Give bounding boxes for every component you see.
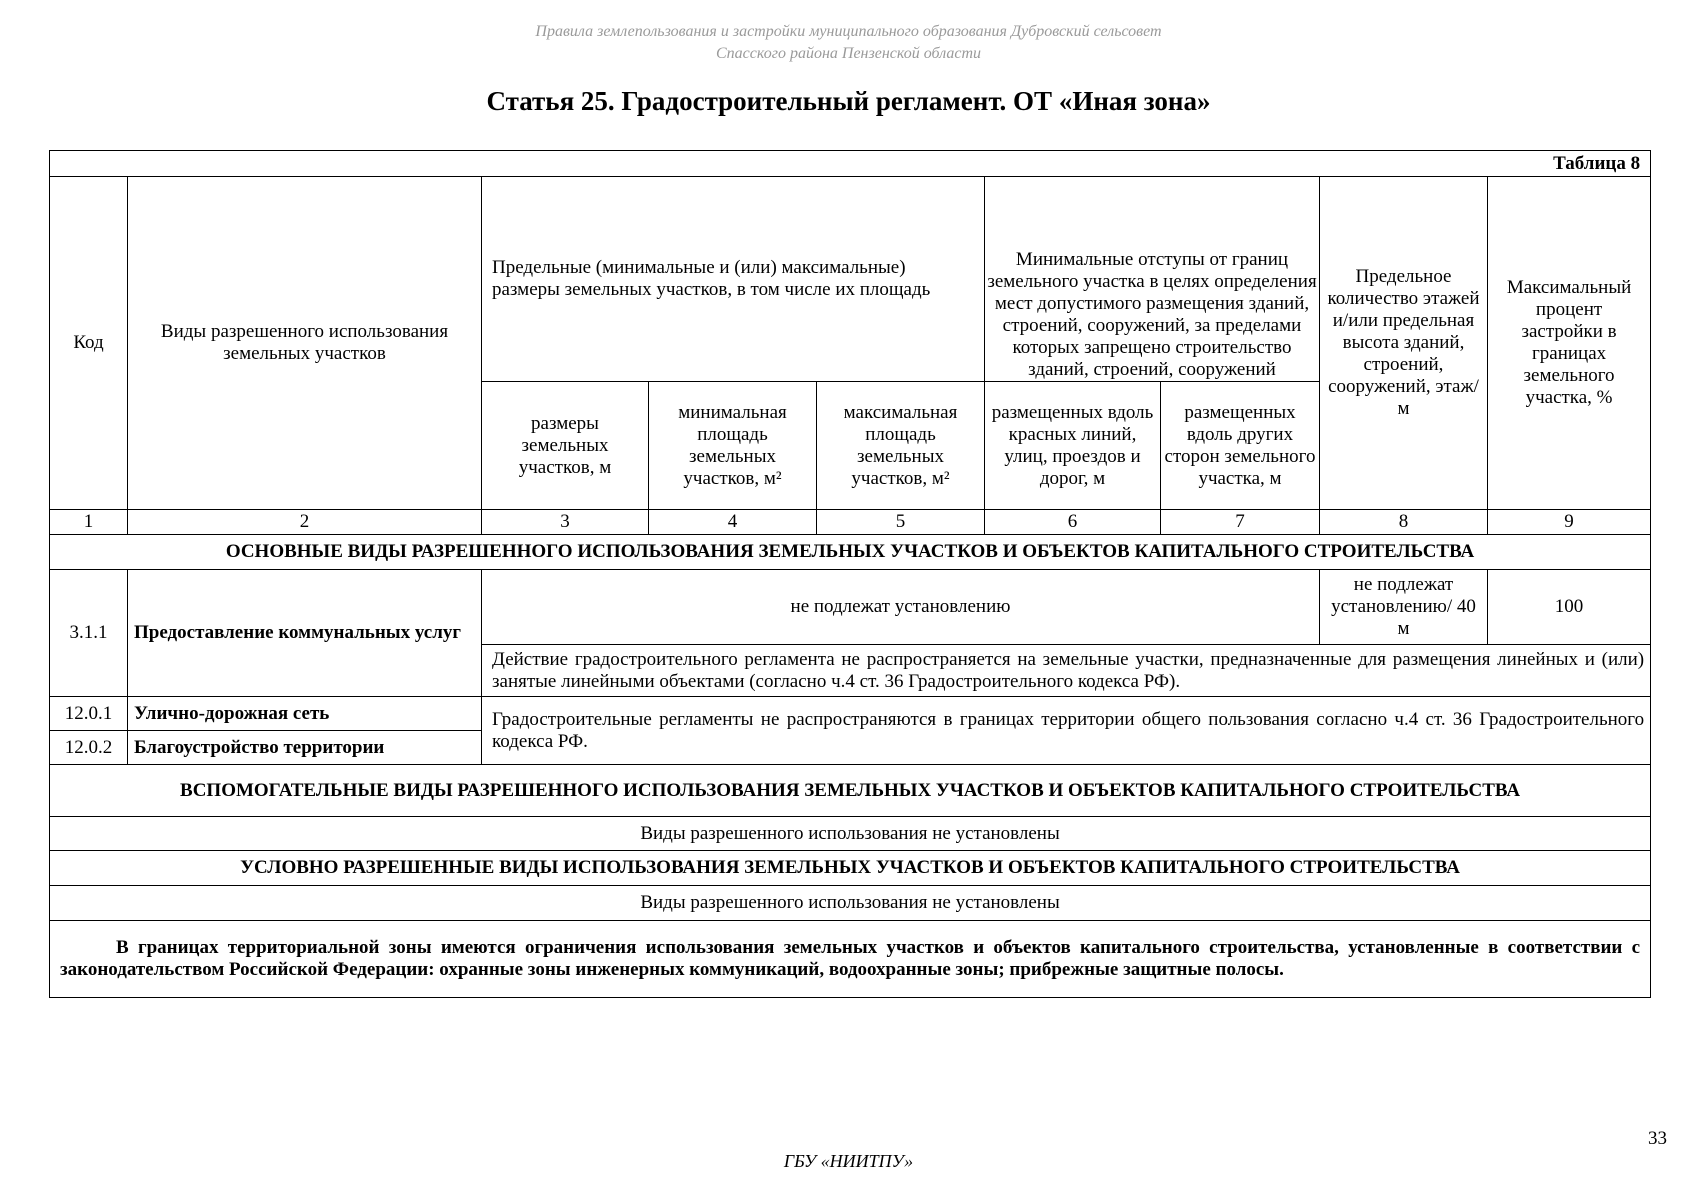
page-number: 33 — [1648, 1128, 1667, 1149]
header-limits: Предельные (минимальные и (или) максимальные) размеры земельных участков, в том числе их площадь — [482, 177, 985, 382]
column-numbers-row — [50, 510, 1651, 535]
header-row-1 — [50, 177, 1651, 382]
row-note: Действие градостроительного регламента не распространяется на земельные участки, предназначенные для размещения линейных и (или) занятые линейными объектами (согласно ч.4 ст. 36 Градостроительного кодекса РФ). — [482, 645, 1651, 697]
column-number: 3 — [482, 510, 649, 535]
row-code: 12.0.1 — [50, 697, 128, 731]
column-number: 6 — [985, 510, 1161, 535]
header-along-red: размещенных вдоль красных линий, улиц, проездов и дорог, м — [985, 382, 1161, 510]
table-row — [50, 817, 1651, 851]
section-aux-heading: ВСПОМОГАТЕЛЬНЫЕ ВИДЫ РАЗРЕШЕННОГО ИСПОЛЬЗОВАНИЯ ЗЕМЕЛЬНЫХ УЧАСТКОВ И ОБЪЕКТОВ КАПИТАЛЬНОГО СТРОИТЕЛЬСТВА — [50, 765, 1651, 817]
aux-text: Виды разрешенного использования не установлены — [50, 817, 1651, 851]
row-floors: не подлежат установлению/ 40 м — [1320, 570, 1488, 645]
section-main-heading: ОСНОВНЫЕ ВИДЫ РАЗРЕШЕННОГО ИСПОЛЬЗОВАНИЯ ЗЕМЕЛЬНЫХ УЧАСТКОВ И ОБЪЕКТОВ КАПИТАЛЬНОГО СТРОИТЕЛЬСТВА — [50, 535, 1651, 570]
table-row — [50, 570, 1651, 645]
running-header-line-1: Правила землепользования и застройки муниципального образования Дубровский сельсовет — [535, 23, 1162, 40]
row-code: 3.1.1 — [50, 570, 128, 697]
header-along-other: размещенных вдоль других сторон земельного участка, м — [1161, 382, 1320, 510]
row-name: Благоустройство территории — [128, 731, 482, 765]
column-number: 8 — [1320, 510, 1488, 535]
header-max-percent: Максимальный процент застройки в границах земельного участка, % — [1488, 177, 1651, 510]
section-conditional-heading: УСЛОВНО РАЗРЕШЕННЫЕ ВИДЫ ИСПОЛЬЗОВАНИЯ ЗЕМЕЛЬНЫХ УЧАСТКОВ И ОБЪЕКТОВ КАПИТАЛЬНОГО СТРОИТЕЛЬСТВА — [50, 851, 1651, 886]
page-footer: ГБУ «НИИТПУ» — [783, 1151, 914, 1171]
row-name: Улично-дорожная сеть — [128, 697, 482, 731]
column-number: 2 — [128, 510, 482, 535]
caption-row — [50, 151, 1651, 177]
header-floors: Предельное количество этажей и/или предельная высота зданий, строений, сооружений, этаж/м — [1320, 177, 1488, 510]
column-number: 7 — [1161, 510, 1320, 535]
column-number: 5 — [817, 510, 985, 535]
section-row — [50, 535, 1651, 570]
header-kinds: Виды разрешенного использования земельных участков — [128, 177, 482, 510]
running-header-line-2: Спасского района Пензенской области — [715, 45, 982, 62]
column-number: 1 — [50, 510, 128, 535]
table-row — [50, 921, 1651, 998]
column-number: 4 — [649, 510, 817, 535]
table-row — [50, 886, 1651, 921]
section-row — [50, 765, 1651, 817]
header-sizes: размеры земельных участков, м — [482, 382, 649, 510]
row-percent: 100 — [1488, 570, 1651, 645]
header-setbacks: Минимальные отступы от границ земельного участка в целях определения мест допустимого размещения зданий, строений, сооружений, за пределами которых запрещено строительство зданий, строений, сооружений — [985, 177, 1320, 382]
restrictions-note: В границах территориальной зоны имеются ограничения использования земельных участков и объектов капитального строительства, установленные в соответствии с законодательством Российской Федерации: охранные зоны инженерных коммуникаций, водоохранные зоны; прибрежные защитные полосы. — [50, 921, 1651, 998]
regulation-table — [49, 150, 1651, 998]
table-row — [50, 697, 1651, 731]
table-caption: Таблица 8 — [50, 151, 1651, 177]
row-code: 12.0.2 — [50, 731, 128, 765]
page-title: Статья 25. Градостроительный регламент. ОТ «Иная зона» — [486, 86, 1211, 116]
row-not-set: не подлежат установлению — [482, 570, 1320, 645]
header-min-area: минимальная площадь земельных участков, м² — [649, 382, 817, 510]
header-code: Код — [50, 177, 128, 510]
conditional-text: Виды разрешенного использования не установлены — [50, 886, 1651, 921]
row-note: Градостроительные регламенты не распространяются в границах территории общего пользования согласно ч.4 ст. 36 Градостроительного кодекса РФ. — [482, 697, 1651, 765]
row-name: Предоставление коммунальных услуг — [128, 570, 482, 697]
column-number: 9 — [1488, 510, 1651, 535]
header-max-area: максимальная площадь земельных участков, м² — [817, 382, 985, 510]
section-row — [50, 851, 1651, 886]
